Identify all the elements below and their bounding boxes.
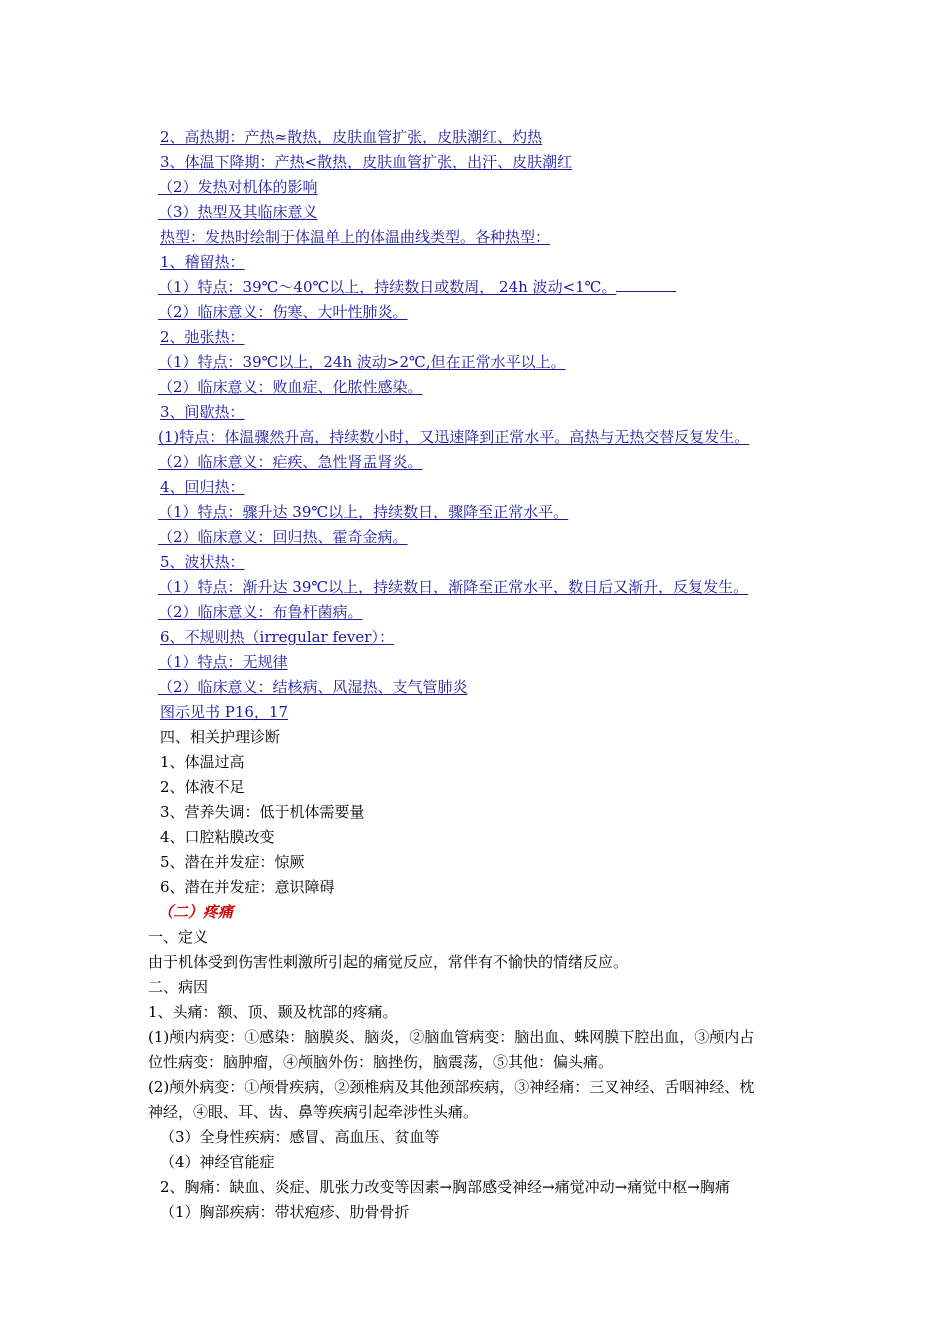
headache-heading: 1、头痛：额、顶、颞及枕部的疼痛。 — [148, 1003, 398, 1021]
figure-reference: 图示见书 P16，17 — [160, 703, 289, 721]
undulant-fever-feature: （1）特点：渐升达 39℃以上，持续数日，渐降至正常水平，数日后又渐升，反复发生。 — [158, 578, 749, 596]
undulant-fever-heading: 5、波状热： — [160, 553, 245, 571]
defervescence-stage: 3、体温下降期：产热<散热，皮肤血管扩张，出汗、皮肤潮红 — [160, 153, 573, 171]
nursing-item: 1、体温过高 — [160, 753, 245, 771]
nursing-item: 3、营养失调：低于机体需要量 — [160, 803, 365, 821]
definition-heading: 一、定义 — [148, 928, 209, 946]
intermittent-fever-feature: (1)特点：体温骤然升高，持续数小时，又迅速降到正常水平。高热与无热交替反复发生。 — [158, 428, 750, 446]
nursing-item: 2、体液不足 — [160, 778, 245, 796]
pain-section-title: （二）疼痛 — [158, 903, 234, 921]
high-fever-stage: 2、高热期：产热≈散热，皮肤血管扩张，皮肤潮红、灼热 — [160, 128, 543, 146]
nursing-item: 6、潜在并发症：意识障碍 — [160, 878, 335, 896]
underline-filler — [616, 277, 676, 292]
irregular-fever-feature: （1）特点：无规律 — [158, 653, 288, 671]
cause-heading: 二、病因 — [148, 978, 209, 996]
nursing-diagnosis-heading: 四、相关护理诊断 — [160, 728, 281, 746]
irregular-fever-heading: 6、不规则热（irregular fever）： — [160, 628, 394, 646]
remittent-fever-heading: 2、弛张热： — [160, 328, 245, 346]
remittent-fever-significance: （2）临床意义：败血症、化脓性感染。 — [158, 378, 423, 396]
intermittent-fever-heading: 3、间歇热： — [160, 403, 245, 421]
continuous-fever-feature: （1）特点：39℃～40℃以上，持续数日或数周， 24h 波动<1℃。 — [158, 277, 676, 297]
fever-effects-heading: （2）发热对机体的影响 — [158, 178, 318, 196]
relapsing-fever-feature: （1）特点：骤升达 39℃以上，持续数日，骤降至正常水平。 — [158, 503, 569, 521]
intracranial-lesion-line1: (1)颅内病变：①感染：脑膜炎、脑炎，②脑血管病变：脑出血、蛛网膜下腔出血，③颅内占 — [148, 1028, 755, 1046]
continuous-fever-heading: 1、稽留热： — [160, 253, 245, 271]
nursing-item: 5、潜在并发症：惊厥 — [160, 853, 305, 871]
fever-type-definition: 热型：发热时绘制于体温单上的体温曲线类型。各种热型： — [160, 228, 551, 246]
irregular-fever-significance: （2）临床意义：结核病、风湿热、支气管肺炎 — [158, 678, 468, 696]
continuous-fever-significance: （2）临床意义：伤寒、大叶性肺炎。 — [158, 303, 408, 321]
extracranial-lesion-line2: 神经，④眼、耳、齿、鼻等疾病引起牵涉性头痛。 — [148, 1103, 479, 1121]
intermittent-fever-significance: （2）临床意义：疟疾、急性肾盂肾炎。 — [158, 453, 423, 471]
undulant-fever-significance: （2）临床意义：布鲁杆菌病。 — [158, 603, 363, 621]
relapsing-fever-significance: （2）临床意义：回归热、霍奇金病。 — [158, 528, 408, 546]
extracranial-lesion-line1: (2)颅外病变：①颅骨疾病，②颈椎病及其他颈部疾病，③神经痛：三叉神经、舌咽神经、枕 — [148, 1078, 755, 1096]
chest-disease: （1）胸部疾病：带状疱疹、肋骨骨折 — [160, 1203, 410, 1221]
relapsing-fever-heading: 4、回归热： — [160, 478, 245, 496]
chest-pain-heading: 2、胸痛：缺血、炎症、肌张力改变等因素→胸部感受神经→痛觉冲动→痛觉中枢→胸痛 — [160, 1178, 730, 1196]
definition-text: 由于机体受到伤害性刺激所引起的痛觉反应，常伴有不愉快的情绪反应。 — [148, 953, 629, 971]
fever-types-heading: （3）热型及其临床意义 — [158, 203, 318, 221]
intracranial-lesion-line2: 位性病变：脑肿瘤，④颅脑外伤：脑挫伤，脑震荡，⑤其他：偏头痛。 — [148, 1053, 614, 1071]
nursing-item: 4、口腔粘膜改变 — [160, 828, 275, 846]
neurosis: （4）神经官能症 — [160, 1153, 275, 1171]
systemic-disease: （3）全身性疾病：感冒、高血压、贫血等 — [160, 1128, 440, 1146]
remittent-fever-feature: （1）特点：39℃以上，24h 波动>2℃,但在正常水平以上。 — [158, 353, 566, 371]
